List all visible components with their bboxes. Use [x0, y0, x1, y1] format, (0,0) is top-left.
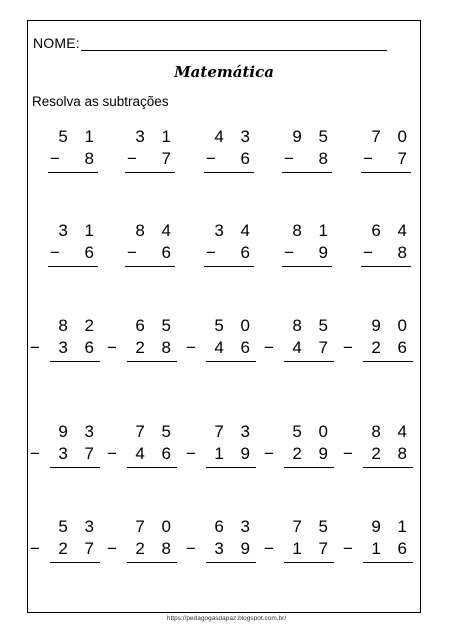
subtraction-problem — [343, 422, 421, 468]
subtrahend: 8 — [397, 243, 413, 262]
instruction: Resolva as subtrações — [32, 94, 169, 109]
minuend: 6 4 — [371, 221, 413, 240]
minuend: 3 4 — [214, 221, 256, 240]
answer-line[interactable] — [50, 562, 100, 563]
minuend: 8 2 — [58, 316, 100, 335]
minus-sign: − — [284, 243, 294, 262]
answer-line[interactable] — [127, 467, 177, 468]
subtraction-problem — [30, 422, 108, 468]
subtraction-problem — [349, 221, 421, 267]
subtrahend: 6 — [84, 243, 100, 262]
minuend: 6 5 — [135, 316, 177, 335]
minuend: 9 1 — [371, 517, 413, 536]
minuend: 7 5 — [135, 422, 177, 441]
subtraction-problem — [264, 517, 342, 563]
subtrahend: 1 6 — [371, 539, 413, 558]
minuend: 9 3 — [58, 422, 100, 441]
problems-grid — [28, 21, 420, 612]
answer-line[interactable] — [361, 266, 411, 267]
answer-line[interactable] — [50, 361, 100, 362]
minus-sign: − — [363, 149, 373, 168]
subtrahend: 2 8 — [371, 444, 413, 463]
answer-line[interactable] — [284, 467, 334, 468]
minus-sign: − — [264, 338, 274, 357]
subtraction-problem — [270, 221, 342, 267]
minuend: 6 3 — [214, 517, 256, 536]
minus-sign: − — [264, 444, 274, 463]
minus-sign: − — [186, 338, 196, 357]
minus-sign: − — [50, 149, 60, 168]
subtrahend: 6 — [240, 243, 256, 262]
minuend: 5 1 — [58, 127, 100, 146]
subtraction-problem — [349, 127, 421, 173]
minus-sign: − — [284, 149, 294, 168]
subtraction-problem — [107, 517, 185, 563]
minus-sign: − — [363, 243, 373, 262]
answer-line[interactable] — [206, 361, 256, 362]
subtrahend: 4 7 — [292, 338, 334, 357]
subtraction-problem — [186, 517, 264, 563]
subtrahend: 2 9 — [292, 444, 334, 463]
subtraction-problem — [107, 316, 185, 362]
subtraction-problem — [186, 316, 264, 362]
minuend: 9 0 — [371, 316, 413, 335]
subtrahend: 7 — [397, 149, 413, 168]
minus-sign: − — [30, 338, 40, 357]
minuend: 9 5 — [292, 127, 334, 146]
minuend: 5 0 — [214, 316, 256, 335]
subtraction-problem — [30, 517, 108, 563]
minuend: 7 3 — [214, 422, 256, 441]
minuend: 3 1 — [58, 221, 100, 240]
minuend: 5 3 — [58, 517, 100, 536]
subtraction-problem — [36, 221, 108, 267]
answer-line[interactable] — [204, 266, 254, 267]
subtrahend: 8 — [84, 149, 100, 168]
minuend: 7 5 — [292, 517, 334, 536]
subtrahend: 3 9 — [214, 539, 256, 558]
subtrahend: 3 7 — [58, 444, 100, 463]
minuend: 7 0 — [135, 517, 177, 536]
minus-sign: − — [30, 539, 40, 558]
answer-line[interactable] — [363, 562, 413, 563]
subtraction-problem — [192, 221, 264, 267]
worksheet — [27, 20, 421, 613]
minus-sign: − — [206, 149, 216, 168]
subtrahend: 2 7 — [58, 539, 100, 558]
answer-line[interactable] — [206, 562, 256, 563]
subtrahend: 1 7 — [292, 539, 334, 558]
subtraction-problem — [264, 316, 342, 362]
minuend: 8 4 — [135, 221, 177, 240]
minus-sign: − — [107, 338, 117, 357]
subtraction-problem — [343, 316, 421, 362]
minus-sign: − — [30, 444, 40, 463]
minuend: 8 5 — [292, 316, 334, 335]
subtrahend: 7 — [161, 149, 177, 168]
subtraction-problem — [107, 422, 185, 468]
minus-sign: − — [343, 338, 353, 357]
answer-line[interactable] — [48, 266, 98, 267]
subtrahend: 6 — [161, 243, 177, 262]
subtrahend: 2 8 — [135, 539, 177, 558]
subtrahend: 8 — [318, 149, 334, 168]
subtraction-problem — [186, 422, 264, 468]
minuend: 3 1 — [135, 127, 177, 146]
answer-line[interactable] — [48, 172, 98, 173]
minus-sign: − — [343, 444, 353, 463]
answer-line[interactable] — [50, 467, 100, 468]
answer-line[interactable] — [363, 467, 413, 468]
minus-sign: − — [107, 539, 117, 558]
subtrahend: 9 — [318, 243, 334, 262]
subtraction-problem — [270, 127, 342, 173]
subtrahend: 6 — [240, 149, 256, 168]
answer-line[interactable] — [284, 562, 334, 563]
name-label: NOME: — [33, 35, 80, 51]
minus-sign: − — [107, 444, 117, 463]
minus-sign: − — [127, 243, 137, 262]
minuend: 8 1 — [292, 221, 334, 240]
answer-line[interactable] — [125, 172, 175, 173]
answer-line[interactable] — [125, 266, 175, 267]
subtrahend: 2 8 — [135, 338, 177, 357]
subtrahend: 4 6 — [214, 338, 256, 357]
subtraction-problem — [192, 127, 264, 173]
minuend: 8 4 — [371, 422, 413, 441]
subtrahend: 1 9 — [214, 444, 256, 463]
minus-sign: − — [186, 539, 196, 558]
minuend: 7 0 — [371, 127, 413, 146]
minus-sign: − — [206, 243, 216, 262]
minus-sign: − — [50, 243, 60, 262]
subtraction-problem — [343, 517, 421, 563]
minus-sign: − — [127, 149, 137, 168]
minus-sign: − — [343, 539, 353, 558]
answer-line[interactable] — [363, 361, 413, 362]
subtraction-problem — [264, 422, 342, 468]
answer-line[interactable] — [206, 467, 256, 468]
subtraction-problem — [113, 221, 185, 267]
minuend: 5 0 — [292, 422, 334, 441]
subtraction-problem — [36, 127, 108, 173]
subtrahend: 2 6 — [371, 338, 413, 357]
answer-line[interactable] — [361, 172, 411, 173]
answer-line[interactable] — [284, 361, 334, 362]
answer-line[interactable] — [127, 361, 177, 362]
answer-line[interactable] — [127, 562, 177, 563]
subtraction-problem — [30, 316, 108, 362]
subtrahend: 3 6 — [58, 338, 100, 357]
answer-line[interactable] — [204, 172, 254, 173]
minuend: 4 3 — [214, 127, 256, 146]
footer-url: https://pedagogasdapaz.blogspot.com.br/ — [166, 615, 287, 622]
answer-line[interactable] — [282, 172, 332, 173]
minus-sign: − — [264, 539, 274, 558]
answer-line[interactable] — [282, 266, 332, 267]
worksheet-title: Matemática — [174, 63, 274, 81]
subtraction-problem — [113, 127, 185, 173]
subtrahend: 4 6 — [135, 444, 177, 463]
minus-sign: − — [186, 444, 196, 463]
